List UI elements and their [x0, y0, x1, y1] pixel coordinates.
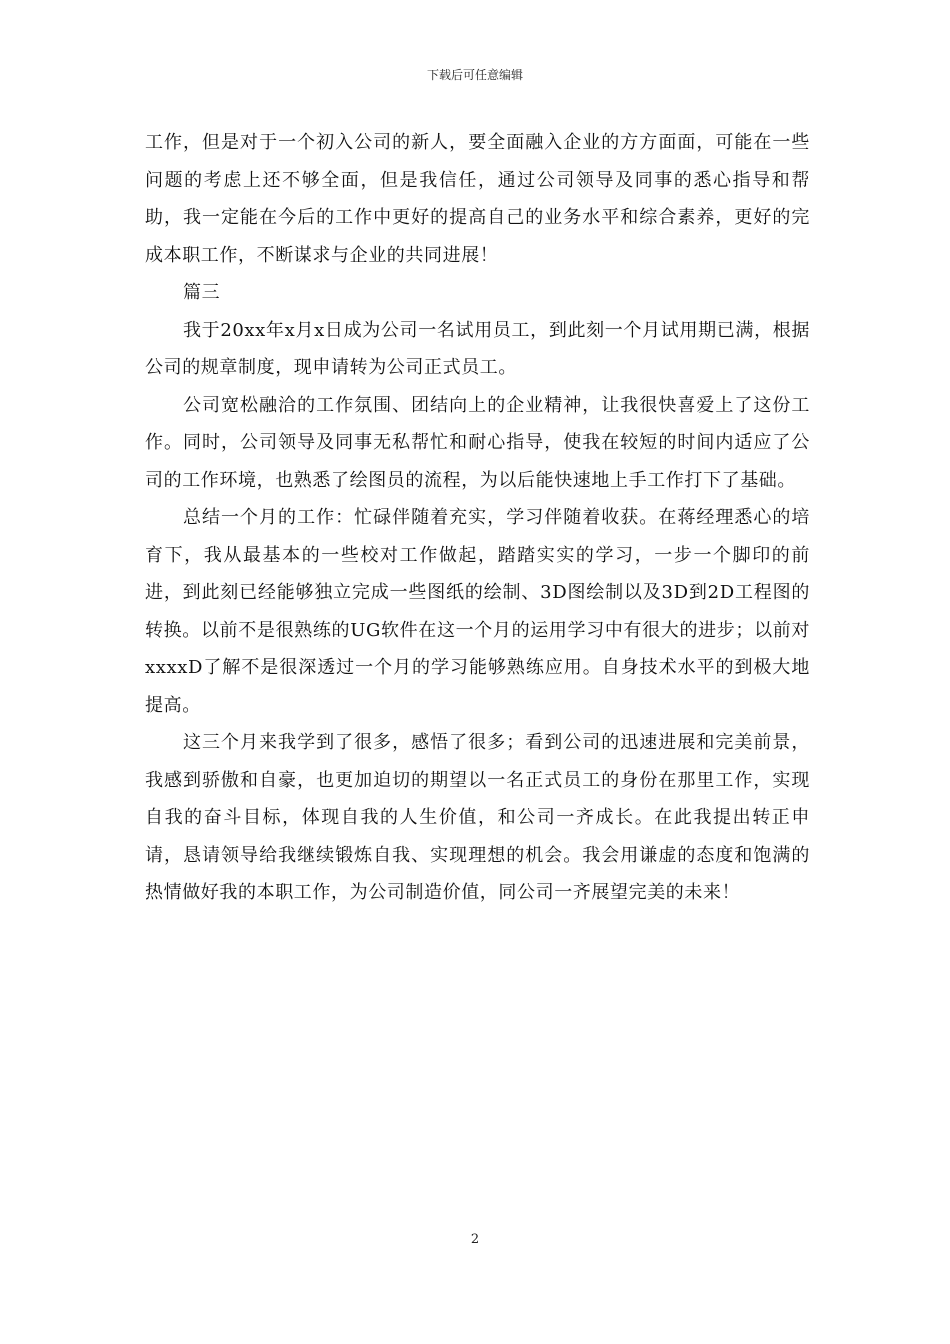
section-heading: 篇三 [183, 282, 221, 303]
paragraph-intro: 我于20xx年x月x日成为公司一名试用员工，到此刻一个月试用期已满，根据公司的规章制度，现申请转为公司正式员工。 [145, 319, 810, 378]
page-header: 下载后可任意编辑 [426, 68, 523, 82]
page-number: 2 [470, 1232, 480, 1247]
paragraph-conclusion: 这三个月来我学到了很多，感悟了很多；看到公司的迅速进展和完美前景，我感到骄傲和自豪，也更加迫切的期望以一名正式员工的身份在那里工作，实现自我的奋斗目标，体现自我的人生价值，和公司一齐成长。在此我提出转正申请，恳请领导给我继续锻炼自我、实现理想的机会。我会用谦虚的态度和饱满的热情做好我的本职工作，为公司制造价值，同公司一齐展望完美的未来！ [145, 732, 810, 903]
paragraph-continuation: 工作，但是对于一个初入公司的新人，要全面融入企业的方方面面，可能在一些问题的考虑上还不够全面，但是我信任，通过公司领导及同事的悉心指导和帮助，我一定能在今后的工作中更好的提高自己的业务水平和综合素养，更好的完成本职工作，不断谋求与企业的共同进展！ [145, 132, 810, 266]
document-body [145, 124, 810, 912]
paragraph-environment: 公司宽松融洽的工作氛围、团结向上的企业精神，让我很快喜爱上了这份工作。同时，公司领导及同事无私帮忙和耐心指导，使我在较短的时间内适应了公司的工作环境，也熟悉了绘图员的流程，为以后能快速地上手工作打下了基础。 [145, 394, 810, 491]
paragraph-summary: 总结一个月的工作：忙碌伴随着充实，学习伴随着收获。在蒋经理悉心的培育下，我从最基本的一些校对工作做起，踏踏实实的学习，一步一个脚印的前进，到此刻已经能够独立完成一些图纸的绘制、3D图绘制以及3D到2D工程图的转换。以前不是很熟练的UG软件在这一个月的运用学习中有很大的进步；以前对xxxxD了解不是很深透过一个月的学习能够熟练应用。自身技术水平的到极大地提高。 [145, 507, 810, 716]
